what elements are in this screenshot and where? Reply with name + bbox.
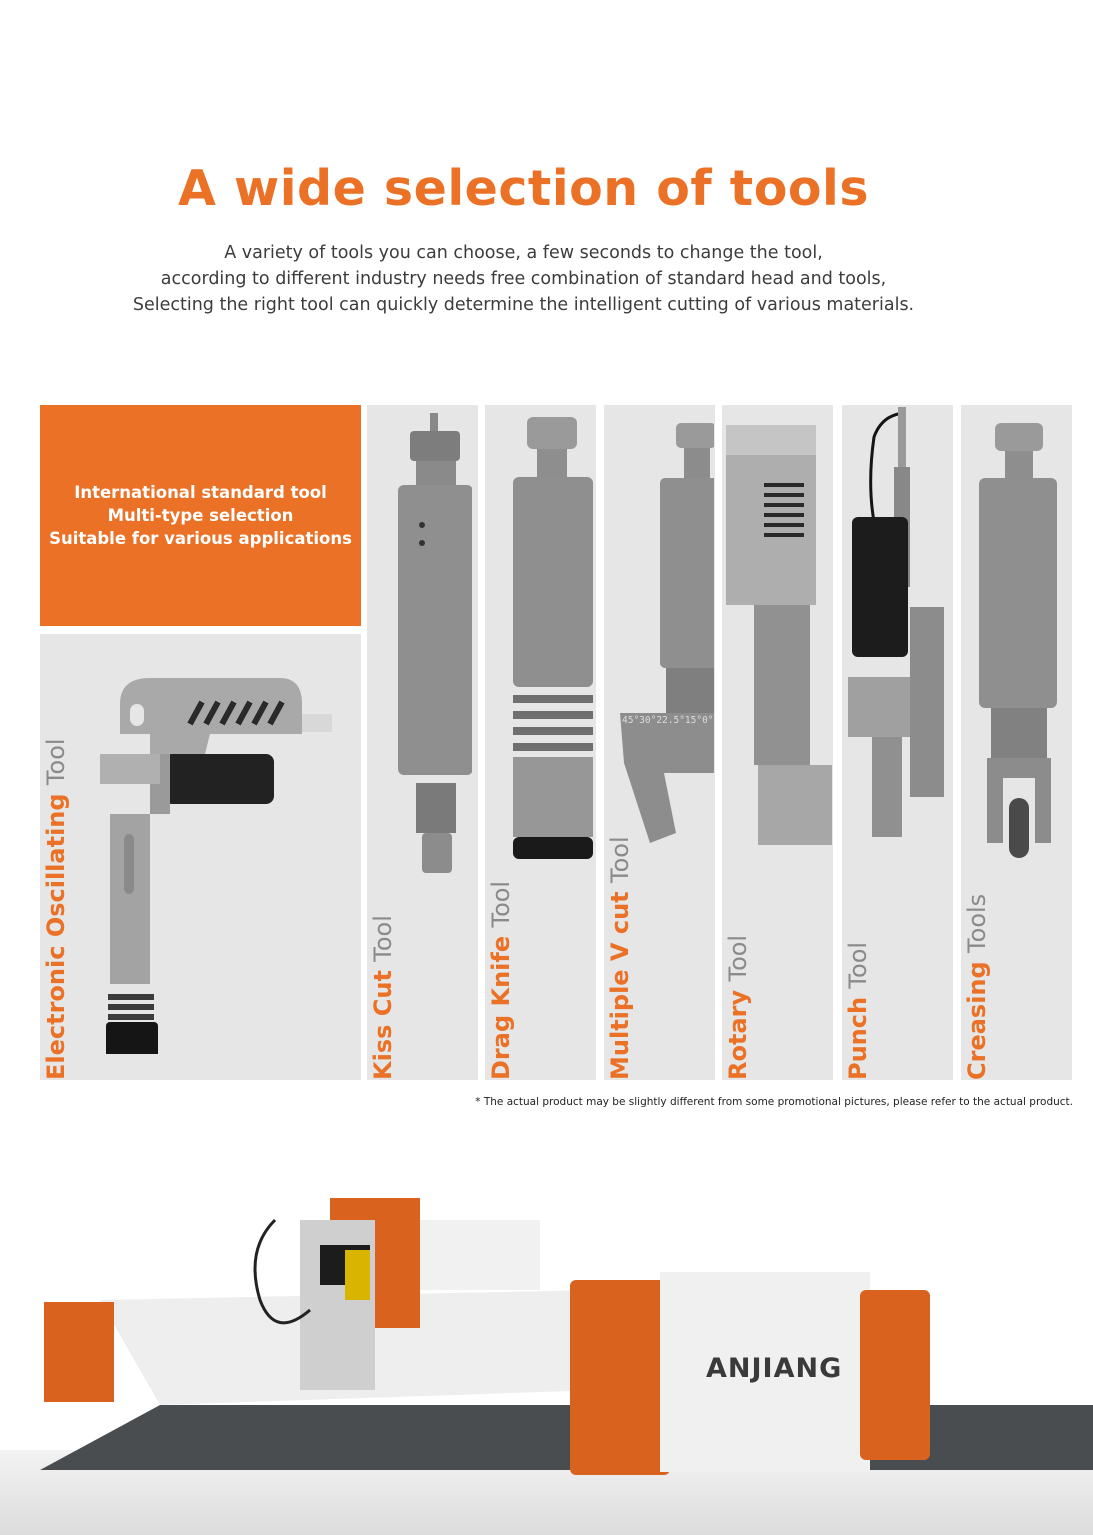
tool-label-punch [844,942,872,1080]
tool-card-multiple-v-cut [604,405,715,1080]
tool-label-highlight: Drag Knife [487,935,515,1080]
page-subtitle [0,240,1047,318]
subtitle-line: A variety of tools you can choose, a few seconds to change the tool, [224,243,823,263]
tool-label-creasing [963,894,991,1080]
punch-tool-image [844,407,952,857]
oscillating-tool-image [90,664,360,1054]
v-cut-angle-markings: 45°30°22.5°15°0° [622,715,714,726]
tool-card-creasing [961,405,1072,1080]
tool-card-electronic-oscillating [40,634,361,1080]
tool-label-rotary [724,935,752,1080]
tool-label-highlight: Creasing [963,961,991,1080]
tool-label-suffix: Tool [606,836,634,883]
tool-card-kiss-cut [367,405,478,1080]
tool-label-suffix: Tool [369,915,397,962]
tool-label-highlight: Punch [844,996,872,1080]
tool-card-drag-knife [485,405,596,1080]
tool-label-multiple-v-cut [606,836,634,1080]
page-title: A wide selection of tools [178,160,869,217]
tool-label-suffix: Tool [487,880,515,928]
tool-label-highlight: Rotary [724,989,752,1080]
tool-label-suffix: Tool [42,738,70,786]
v-cut-tool-image [614,423,714,853]
brand-logo-text: ANJIANG [706,1353,843,1384]
cutting-machine-image [0,1140,1093,1535]
feature-line: Suitable for various applications [49,529,352,548]
tool-card-rotary [722,405,833,1080]
rotary-tool-image [724,425,833,855]
kiss-cut-tool-image [382,413,472,883]
tool-label-highlight: Electronic Oscillating [42,793,70,1080]
tool-label-suffix: Tool [844,941,872,989]
subtitle-line: according to different industry needs free combination of standard head and tools, [160,269,887,289]
tool-label-highlight: Multiple V cut [606,891,634,1080]
drag-knife-tool-image [509,417,596,867]
disclaimer-note: * The actual product may be slightly different from some promotional pictures, please refer to the actual product. [475,1096,1073,1108]
tool-card-punch [842,405,953,1080]
tool-label-kiss-cut [369,915,397,1080]
subtitle-line: Selecting the right tool can quickly determine the intelligent cutting of various materials. [132,295,915,315]
tool-label-suffix: Tools [963,893,991,953]
creasing-tool-image [975,423,1071,863]
feature-line: Multi-type selection [107,506,294,525]
feature-line: International standard tool [74,483,327,502]
tool-label-electronic-oscillating [42,738,70,1080]
tool-label-highlight: Kiss Cut [369,970,397,1080]
tool-label-drag-knife [487,881,515,1080]
tool-label-suffix: Tool [724,934,752,982]
feature-box [40,405,361,626]
